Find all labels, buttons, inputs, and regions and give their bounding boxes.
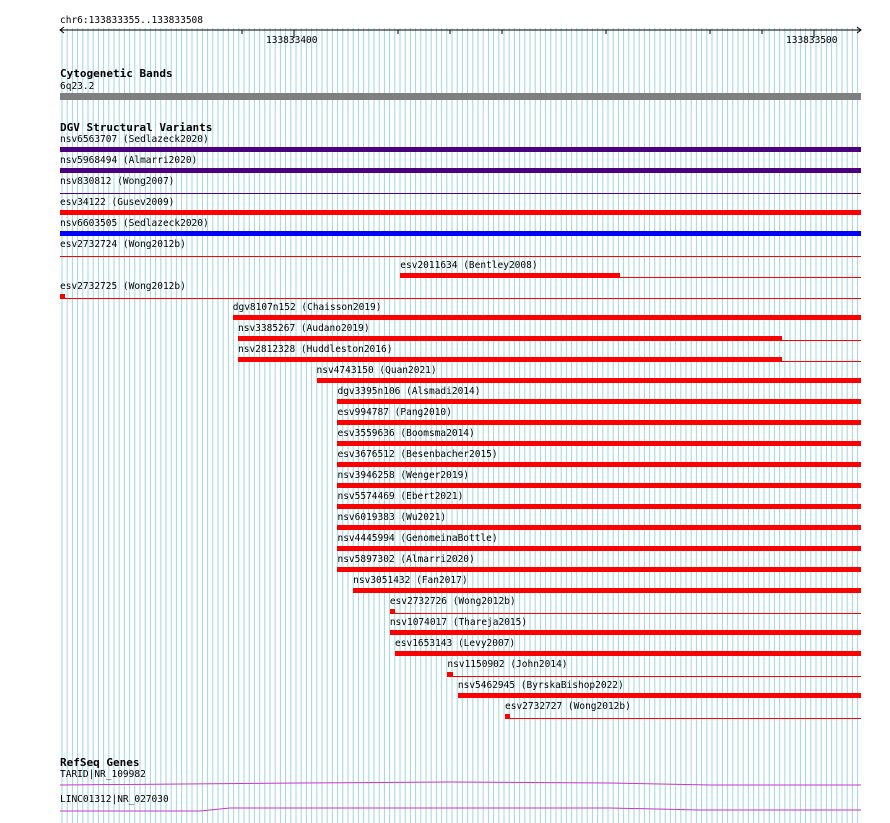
variant-label: nsv6563707 (Sedlazeck2020) [60, 134, 209, 145]
gene-track-linc01312[interactable] [0, 804, 890, 818]
variant-bar[interactable] [395, 651, 861, 656]
refseq-track-title: RefSeq Genes [60, 756, 140, 769]
variant-label: nsv5574469 (Ebert2021) [337, 491, 464, 502]
variant-label: esv3676512 (Besenbacher2015) [337, 449, 498, 460]
cytoband-track-title: Cytogenetic Bands [60, 67, 173, 80]
variant-bar[interactable] [337, 483, 861, 488]
ruler-location: chr6:133833355..133833508 [60, 15, 203, 26]
gene-label: LINC01312|NR_027030 [60, 794, 169, 805]
ruler-tick-label: 133833500 [786, 35, 838, 46]
variant-bar[interactable] [458, 693, 861, 698]
variant-label: esv2732726 (Wong2012b) [389, 596, 516, 607]
variant-label: dgv3395n106 (Alsmadi2014) [337, 386, 481, 397]
variant-label: nsv4743150 (Quan2021) [316, 365, 437, 376]
variant-row-line [505, 718, 861, 719]
variant-bar[interactable] [337, 462, 861, 467]
variant-bar[interactable] [60, 147, 861, 152]
variant-label: esv2732727 (Wong2012b) [505, 701, 631, 712]
variant-label: nsv6603505 (Sedlazeck2020) [60, 218, 209, 229]
variant-row-line [447, 676, 861, 677]
variant-bar[interactable] [337, 525, 861, 530]
variant-label: esv3559636 (Boomsma2014) [337, 428, 475, 439]
variant-label: nsv5897302 (Almarri2020) [337, 554, 475, 565]
variant-label: nsv1074017 (Thareja2015) [389, 617, 528, 628]
variant-label: nsv6019383 (Wu2021) [337, 512, 447, 523]
gene-label: TARID|NR_109982 [60, 769, 146, 780]
variant-row-line [60, 193, 861, 194]
variant-bar[interactable] [60, 294, 65, 299]
cytoband-label: 6q23.2 [60, 81, 95, 92]
gene-track-tarid[interactable] [0, 778, 890, 790]
variant-bar[interactable] [390, 609, 395, 614]
variant-bar[interactable] [337, 399, 861, 404]
variant-label: dgv8107n152 (Chaisson2019) [232, 302, 382, 313]
gene-intron-line [60, 782, 861, 785]
variant-bar[interactable] [337, 546, 861, 551]
variant-label: nsv1150902 (John2014) [447, 659, 568, 670]
variant-label: esv994787 (Pang2010) [337, 407, 452, 418]
variant-label: nsv2812328 (Huddleston2016) [238, 344, 393, 355]
dgv-track-title: DGV Structural Variants [60, 121, 213, 134]
variant-label: nsv5968494 (Almarri2020) [60, 155, 198, 166]
variant-row-line [60, 256, 861, 257]
variant-bar[interactable] [337, 504, 861, 509]
variant-label: esv34122 (Gusev2009) [60, 197, 175, 208]
variant-bar[interactable] [337, 567, 861, 572]
variant-label: nsv4445994 (GenomeinaBottle) [337, 533, 498, 544]
variant-bar[interactable] [390, 630, 861, 635]
variant-bar[interactable] [317, 378, 861, 383]
variant-bar[interactable] [233, 315, 861, 320]
variant-label: nsv3051432 (Fan2017) [353, 575, 468, 586]
variant-bar[interactable] [60, 210, 861, 215]
variant-bar[interactable] [337, 441, 861, 446]
variant-bar[interactable] [505, 714, 510, 719]
variant-label: nsv830812 (Wong2007) [60, 176, 175, 187]
variant-bar[interactable] [238, 336, 782, 341]
variant-label: esv1653143 (Levy2007) [395, 638, 516, 649]
variant-label: nsv3946258 (Wenger2019) [337, 470, 470, 481]
variant-bar[interactable] [400, 273, 620, 278]
variant-label: esv2732724 (Wong2012b) [60, 239, 186, 250]
variant-bar[interactable] [60, 231, 861, 236]
variant-label: esv2732725 (Wong2012b) [60, 281, 186, 292]
variant-label: nsv3385267 (Audano2019) [238, 323, 370, 334]
variant-bar[interactable] [353, 588, 861, 593]
variant-label: nsv5462945 (ByrskaBishop2022) [457, 680, 624, 691]
variant-bar[interactable] [60, 168, 861, 173]
variant-row-line [390, 613, 861, 614]
variant-label: esv2011634 (Bentley2008) [400, 260, 538, 271]
gene-intron-line [60, 808, 861, 811]
variant-bar[interactable] [447, 672, 452, 677]
variant-row-line [60, 298, 861, 299]
variant-bar[interactable] [238, 357, 782, 362]
cytoband-band[interactable] [60, 93, 861, 100]
ruler-tick-label: 133833400 [266, 35, 318, 46]
variant-bar[interactable] [337, 420, 861, 425]
